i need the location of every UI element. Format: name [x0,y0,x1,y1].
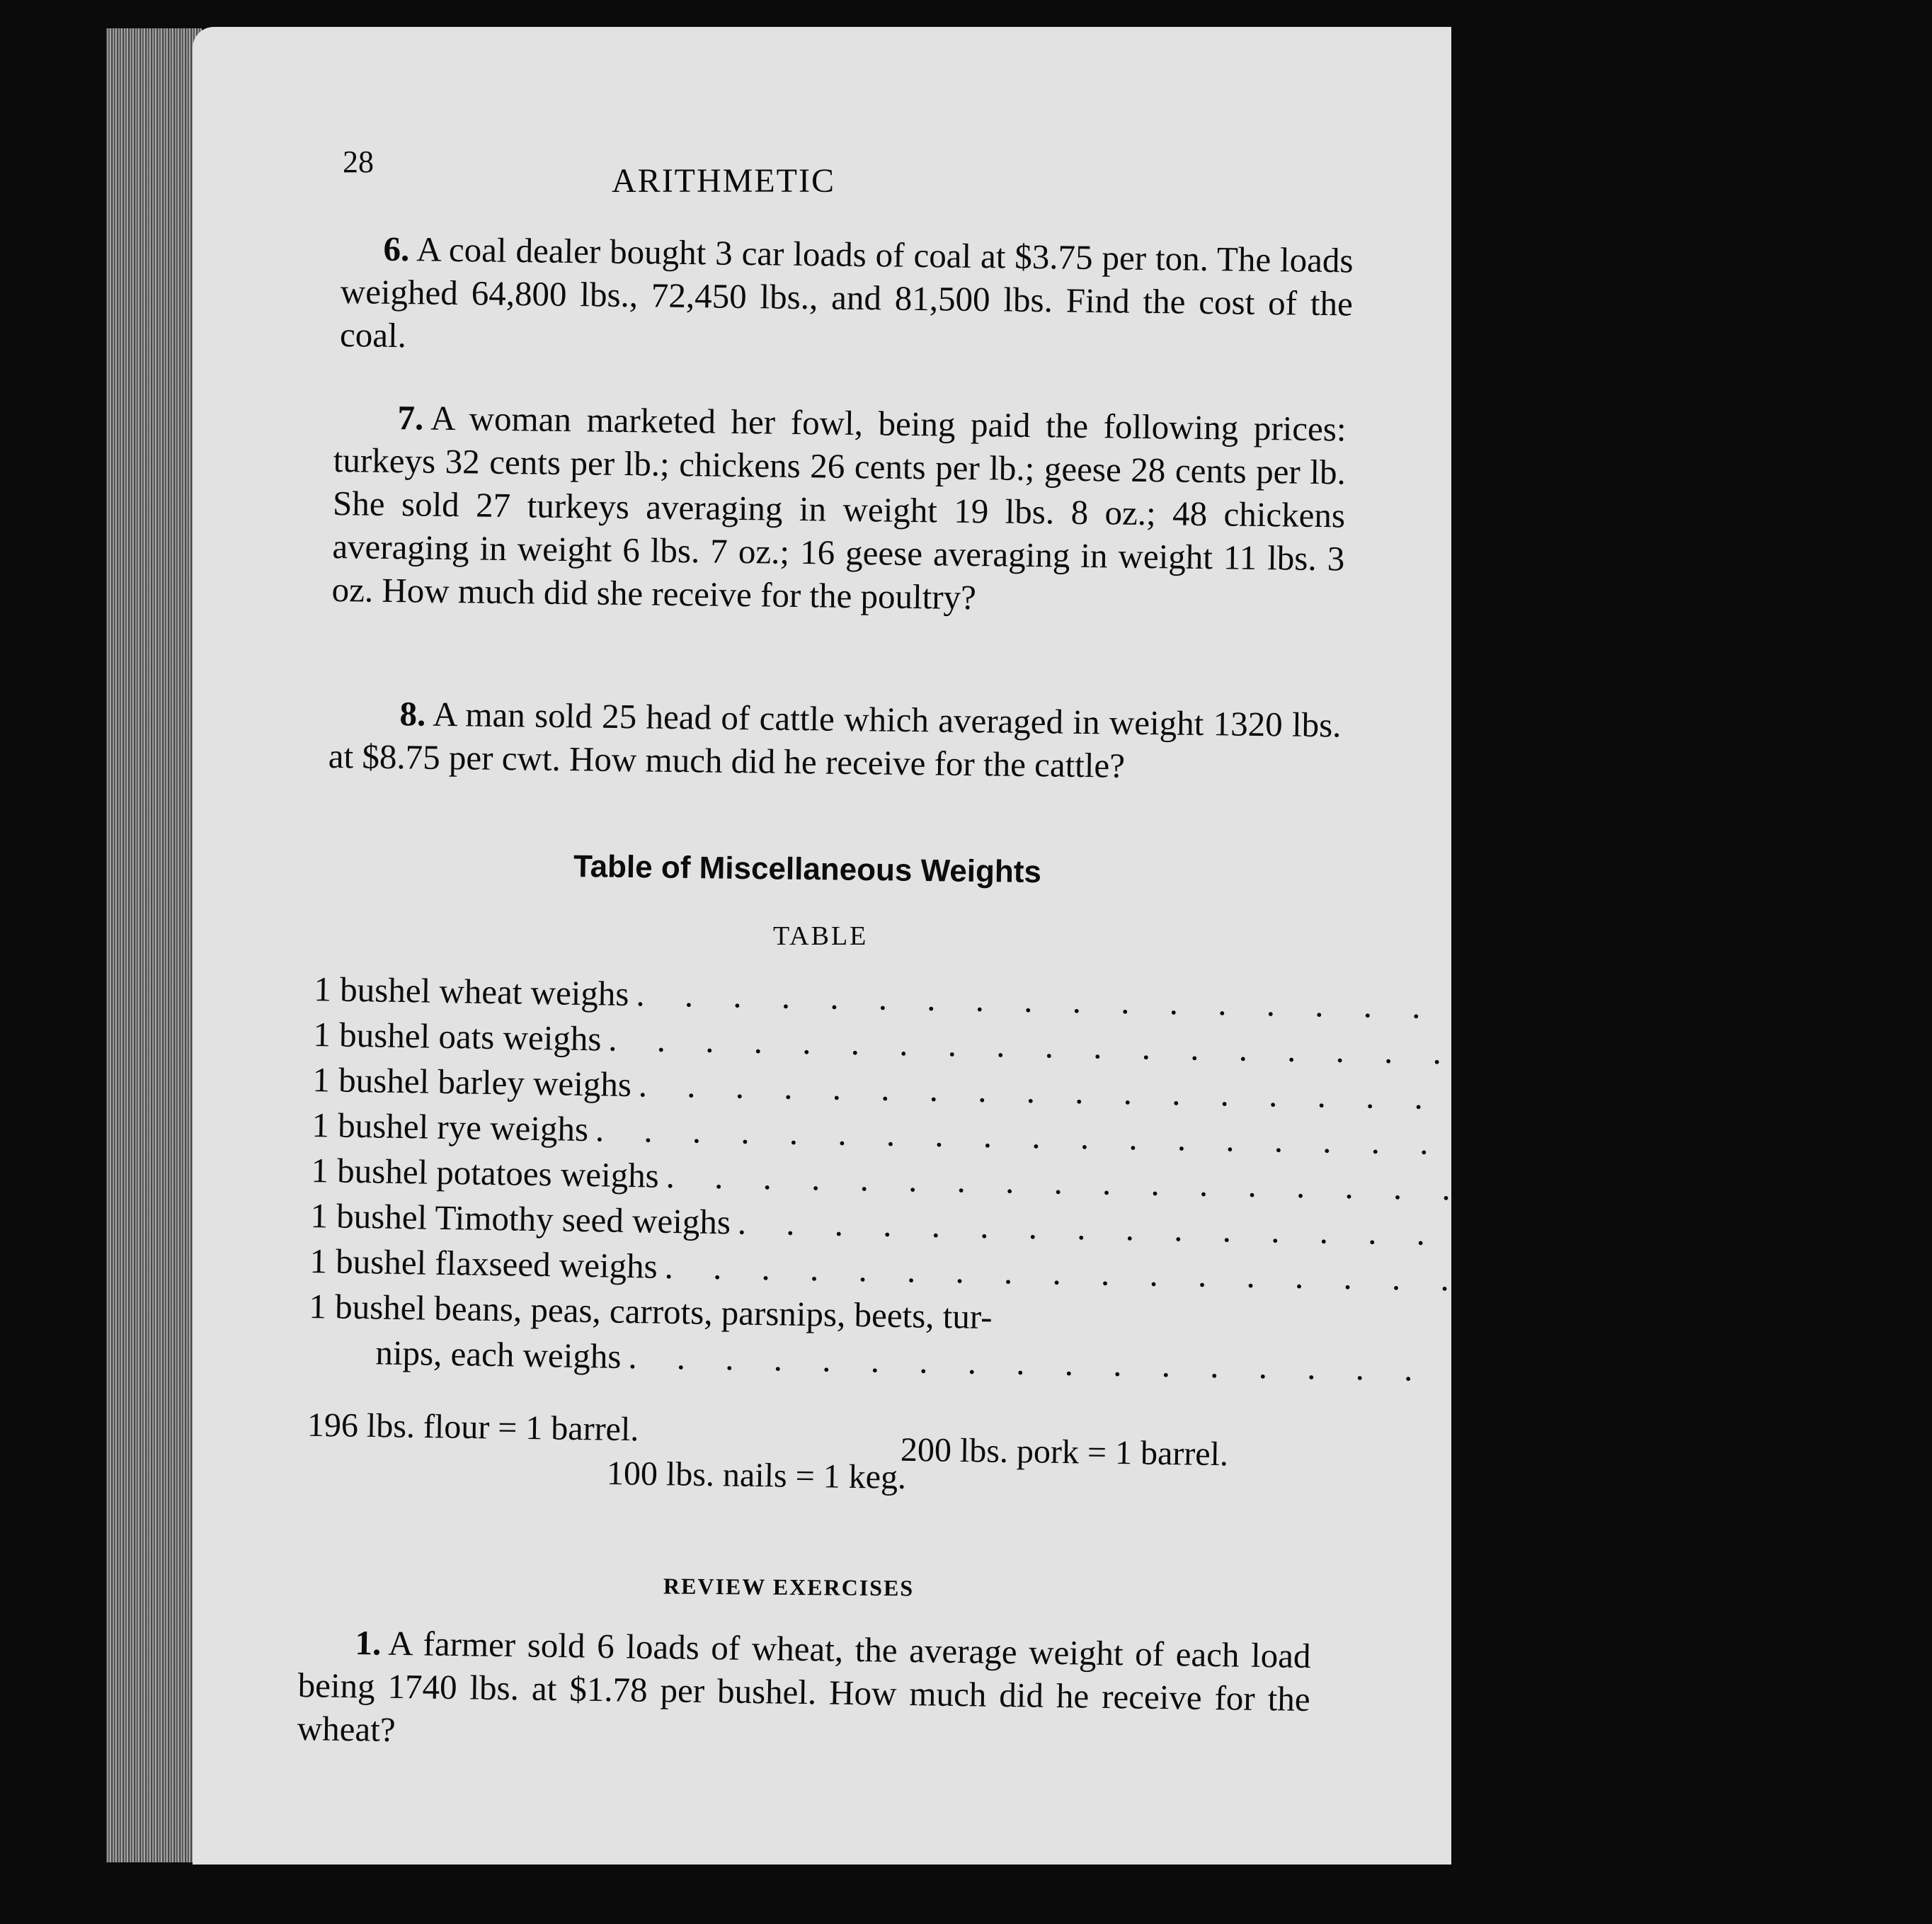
leader-dots: . . . . . . . . . . . . . . . . . . . . . . . [628,1337,1720,1394]
row-value: 60 lbs. [1734,991,1827,1032]
row-label: 1 bushel potatoes weighs [311,1150,660,1195]
book-page-edges [106,28,202,1862]
problem-number: 7. [397,398,424,438]
row-label: 1 bushel oats weighs [313,1014,602,1059]
leader-dots: . . . . . . . . . . . . . . . . . . . . . . . [595,1110,1687,1166]
row-value: 56 lbs. [1762,1264,1856,1305]
book-page [193,27,1929,1865]
problem-7 [331,395,1347,623]
leader-dots: . . . . . . . . . . . . . . . . . . . . . . . [636,974,1727,1031]
leader-dots: . . . . . . . . . . . . . . . . . . . . . . . [737,1202,1829,1259]
problem-text: A coal dealer bought 3 car loads of coal at $3.75 per ton. The loads weighed 64,800 lbs., 72,450 lbs., and 81,500 lbs. Find the cost of the coal. [339,229,1354,355]
row-label: 1 bushel rye weighs [311,1105,589,1149]
leader-dots: . . . . . . . . . . . . . . . . . . . . . . . [664,1246,1756,1304]
row-label: 1 bushel barley weighs [312,1059,632,1105]
problem-6 [340,227,1354,368]
leader-dots: . . . . . . . . . . . . . . . . . . . . . . . [638,1065,1730,1122]
running-head: ARITHMETIC [612,162,835,200]
table-subtitle: TABLE [773,921,869,951]
row-value: 56 lbs. [1693,1127,1787,1168]
problem-8 [328,691,1342,790]
problem-text: A woman marketed her fowl, being paid the following prices: turkeys 32 cents per lb.; chickens 26 cents per lb.; geese 28 cents per lb. She sold 27 turkeys averaging in weight 19 lbs. 8 oz.; 48 chickens averaging in weight 6 lbs. 7 oz.; 16 geese averaging in weight 11 lbs. 3 oz. How much did she receive for the poultry? [331,398,1347,617]
table-title: Table of Miscellaneous Weights [573,848,1042,890]
review-heading: REVIEW EXERCISES [663,1573,915,1601]
row-value: 48 lbs. [1736,1082,1830,1123]
row-value: 34 lbs. [1706,1036,1800,1077]
row-label-line2: nips, each weighs [375,1333,622,1376]
problem-text: A farmer sold 6 loads of wheat, the average weight of each load being 1740 lbs. at $1.78 per bushel. How much did he receive for the wheat? [297,1623,1311,1749]
flour-equivalent: 196 lbs. flour = 1 barrel. [307,1406,639,1449]
row-value: 60 lbs. [1764,1173,1857,1214]
row-value: 60 lbs. [1726,1354,1819,1395]
weights-table [308,969,1929,1395]
row-label: 1 bushel flaxseed weighs [309,1241,658,1286]
pork-equivalent: 200 lbs. pork = 1 barrel. [900,1430,1229,1474]
row-label: 1 bushel wheat weighs [314,969,629,1013]
problem-text: A man sold 25 head of cattle which averaged in weight 1320 lbs. at $8.75 per cwt. How much did he receive for the cattle? [328,694,1342,785]
problem-number: 1. [355,1623,382,1663]
row-label-line1: 1 bushel beans, peas, carrots, parsnips, beets, tur- [309,1286,993,1337]
nails-equivalent: 100 lbs. nails = 1 keg. [606,1455,907,1496]
leader-dots: . . . . . . . . . . . . . . . . . . . . . . . [665,1156,1758,1213]
leader-dots: . . . . . . . . . . . . . . . . . . . . . . . [608,1019,1700,1076]
row-value: 48 lbs. [1835,1219,1929,1260]
problem-number: 6. [383,229,410,269]
problem-number: 8. [399,694,426,734]
page-number: 28 [343,144,374,179]
review-problem-1 [297,1620,1310,1764]
row-label: 1 bushel Timothy seed weighs [310,1195,731,1242]
